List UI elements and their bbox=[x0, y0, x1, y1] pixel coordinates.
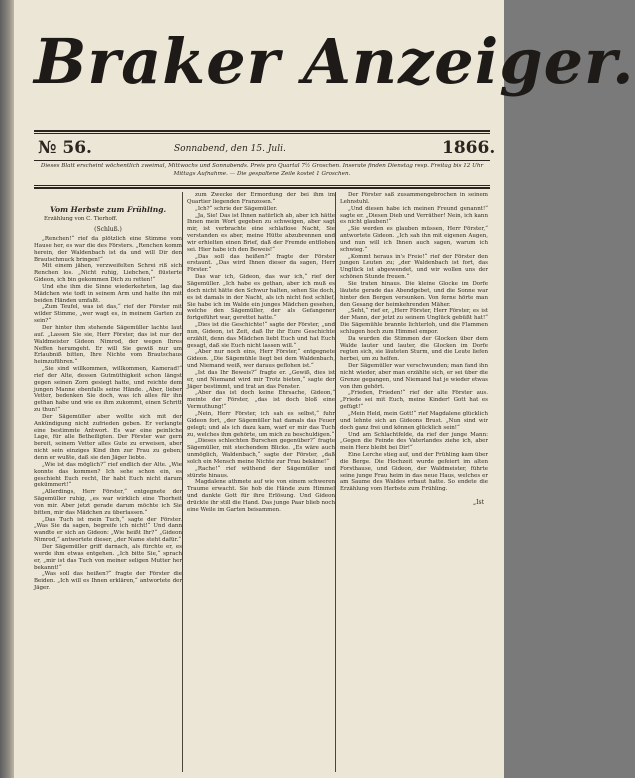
issue-year: 1866. bbox=[442, 138, 496, 158]
paragraph: Eine Lerche stieg auf, und der Frühling kam über die Berge. Die Hochzeit wurde gefeiert im alten Forsthause, und Gideon, der Waldmeister, führte seine junge Frau heim in das neue Haus, welches er am Saume des Waldes erbaut hatte. So endete die Erzählung vom Herbste zum Frühling. bbox=[340, 452, 488, 493]
notice-rule-top bbox=[34, 160, 490, 161]
paragraph: „Ist das Ihr Beweis?“ fragte er. „Gewiß, dies ist er, und Niemand wird mir Trotz bieten,“ sagte der Jäger bestimmt, und trat an das Fenster. bbox=[187, 369, 335, 390]
paragraph: Das war ich, Gideon, das war ich,“ rief der Sägemüller. „Ich habe es gethan, aber ich muß es doch nicht hätte den Schwur halten, sehen Sie doch, es ist damals in der Nacht, als ich nicht fest schlief, Sie habe ich im Walde ein junges Mädchen gesehen, welche den Sägemüller, der als Gefangener fortgeführt war, gerettet hatte.“ bbox=[187, 274, 335, 322]
paragraph: „Aber das ist doch keine Ehrsache, Gideon,“ meinte der Förster, „das ist doch bloß eine Vermuthung!“ bbox=[187, 390, 335, 411]
paragraph: „Frieden, Frieden!“ rief der alte Förster aus. „Friede sei mit Euch, meine Kinder! Gott hat es gefügt!“ bbox=[340, 390, 488, 411]
column-1 bbox=[34, 192, 182, 772]
paragraph: „Aber nur noch eins, Herr Förster,“ entgegnete Gideon. „Die Sägemühle liegt bei dem Waldenbach, und Niemand weiß, wer daraus geflohen ist.“ bbox=[187, 349, 335, 370]
paragraph: „Dies ist die Geschichte!“ sagte der Förster, „und nun, Gideon, ist Zeit, daß Ihr ihr Eure Geschichte erzählt, denn das Mädchen liebt Euch und hat Euch gesagt, daß sie Euch nicht lassen will.“ bbox=[187, 322, 335, 349]
column-2-text bbox=[187, 192, 335, 514]
notice-rule-bottom-thick bbox=[34, 187, 490, 189]
paragraph: „Das Tuch ist mein Tuch,“ sagte der Förster. „Was Sie da sagen, begreife ich nicht!“ Und dann wandte er sich an Gideon: „Wie heißt Ihr?“ „Gideon Nimrod,“ antwortete dieser, „der Name steht dafür.“ bbox=[34, 516, 182, 544]
paragraph: Sie traten hinaus. Die kleine Glocke im Dorfe läutete gerade das Abendgebet, und die Sonne war hinter den Bergen versunken. Von ferne hörte man den Gesang der heimkehrenden Mäher. bbox=[340, 280, 488, 308]
paragraph: Der Sägemüller war verschwunden; man fand ihn nicht wieder, aber man erzählte sich, er sei über die Grenze gegangen, und Niemand hat je wieder etwas von ihm gehört. bbox=[340, 363, 488, 390]
paragraph: zum Zwecke der Ermordung der bei ihm im Quartier liegenden Franzosen.“ bbox=[187, 192, 335, 205]
paragraph: „Seht,“ rief er, „Herr Förster, Herr Förster, es ist der Mann, der jetzt zu seinem Unglück gebüßt hat!“ Die Sägemühle brannte lichterloh, und die Flammen schlugen hoch zum Himmel empor. bbox=[340, 308, 488, 335]
paragraph: „Mein Held, mein Gott!“ rief Magdalene glücklich und lehnte sich an Gideons Brust. „Nun sind wir doch ganz frei und können glücklich sein!“ bbox=[340, 411, 488, 431]
header-rule-top bbox=[34, 130, 490, 132]
newspaper-page bbox=[14, 0, 635, 778]
paragraph: „Nein, Herr Förster, ich sah es selbst,“ fuhr Gideon fort, „der Sägemüller hat damals das Feuer gelegt; und als ich dazu kam, warf er mir das Tuch zu, welches ihm gehörte, um mich zu beschuldigen.“ bbox=[187, 411, 335, 438]
paragraph: Da wurden die Stimmen der Glocken über dem Walde lauter und lauter, die Glocken im Dorfe regten sich, sie läuteten Sturm, und die Leute liefen herbei, um zu helfen. bbox=[340, 335, 488, 363]
paragraph: „Sie sind willkommen, willkommen, Kamerad!“ rief der Alte, dessen Gutmüthigkeit schon längst gegen seinen Zorn gesiegt hatte, und reichte dem jungen Manne ebenfalls seine Hände. „Aber, lieber Vetter, bedenken Sie doch, was ich alles für ihn gethan habe und wie es ihm zukommt, einen Schritt zu thun!“ bbox=[34, 366, 182, 414]
paragraph: „Ja, Sie! Das ist Ihnen natürlich ab, aber ich hätte Ihnen mein Wort gegeben zu schweigen, aber sagt mir, ist verbrachte eine schlaflose Nacht, Sie verstanden es aber, meine Hütte abzubrennen und wir erhielten einen Brief, daß der Fremde entflohen sei. Hier habe ich den Beweis!“ bbox=[187, 212, 335, 253]
paragraph: „Kommt heraus in's Freie!“ rief der Förster den jungen Leuten zu; „der Waldenbach ist fort, das Unglück ist abgewendet, und wir wollen uns der schönen Stunde freuen.“ bbox=[340, 253, 488, 281]
paragraph: Der Förster saß zusammengebrochen in seinem Lehnstuhl. bbox=[340, 192, 488, 205]
book-binding bbox=[0, 0, 14, 778]
paragraph: Magdalene athmete auf wie von einem schweren Traume erwacht. Sie hob die Hände zum Himmel und dankte Gott für ihre Erlösung. Und Gideon drückte ihr still die Hand. Das junge Paar blieb noch eine Weile im Garten beisammen. bbox=[187, 479, 335, 513]
column-2 bbox=[187, 192, 335, 772]
paragraph: „Ich?“ schrie der Sägemüller. bbox=[195, 205, 278, 212]
paragraph: „Zum Teufel, was ist das,“ rief der Förster mit wilder Stimme, „wer wagt es, in meinem Garten zu sein?“ bbox=[34, 304, 182, 325]
notice-rule-bottom bbox=[34, 185, 490, 186]
story-title: Vom Herbste zum Frühling. bbox=[49, 205, 167, 214]
issue-number: № 56. bbox=[38, 138, 92, 158]
masthead-title: Braker Anzeiger. bbox=[34, 25, 635, 98]
story-byline: Erzählung von C. Tierhoff. bbox=[44, 216, 118, 222]
paragraph: „Sie werden es glauben müssen, Herr Förster,“ antwortete Gideon. „Ich sah ihn mit eigenen Augen, und nun will ich Ihnen auch sagen, warum ich schwieg.“ bbox=[340, 226, 488, 253]
paragraph: Der hinter ihm stehende Sägemüller lachte laut auf. „Lassen Sie sie, Herr Förster, das ist nur der Waldmeister Gideon Nimrod, der wegen Ihres Neffen herumgeht. Er will Sie gewiß nur um Erlaubniß bitten, Ihre Nichte vom Brautschaus heimzuführen.“ bbox=[34, 324, 182, 366]
paragraph: Der Sägemüller aber wollte sich mit der Ankündigung nicht zufrieden geben. Er verlangte eine bestimmte Antwort. Es war eine peinliche Lage, für alle Betheiligten. Der Förster war gern bereit, seinem Vetter alles Gute zu erweisen, aber nicht sein einziges Kind ihm zur Frau zu geben; denn er wußte, daß sie den Jäger liebte. bbox=[34, 413, 182, 461]
subscription-notice: Dieses Blatt erscheint wöchentlich zweimal, Mittwochs und Sonnabends. Preis pro Quartal 7½ Groschen. Inserate finden Dienstag resp. Freitag bis 12 Uhr Mittags Aufnahme. — Die gespaltene Zeile kostet 1 Groschen. bbox=[40, 163, 484, 177]
column-3 bbox=[340, 192, 488, 772]
column-catchword: „Ist bbox=[473, 499, 484, 507]
paragraph: „Das soll das heißen?“ fragte der Förster erstaunt. „Das wird Ihnen dieser da sagen, Herr Förster.“ bbox=[187, 253, 335, 274]
paragraph: „Rache!“ rief wüthend der Sägemüller und stürzte hinaus. bbox=[187, 465, 335, 479]
paragraph: „Renchen!“ rief da plötzlich eine Stimme vom Hause her, es war die des Försters. „Renchen komm herein, der Waldenbach ist da und will Dir den Brautschmuck bringen!“ bbox=[34, 236, 182, 263]
paragraph: „Allerdings, Herr Förster,“ entgegnete der Sägemüller ruhig, „es war wirklich eine Thorheit von mir. Aber jetzt gerade darum möchte ich Sie bitten, mir das Mädchen zu überlassen.“ bbox=[34, 489, 182, 516]
column-3-text bbox=[340, 192, 488, 493]
paragraph: „Was soll das heißen?“ fragte der Förster die Beiden. „Ich will es Ihnen erklären,“ antwortete der Jäger. bbox=[34, 571, 182, 592]
paragraph: Und ehe ihm die Sinne wiederkehrten, lag das Mädchen wie todt in seinem Arm und hatte ihn mit beiden Händen umfaßt. bbox=[34, 283, 182, 304]
column-divider-1 bbox=[182, 192, 183, 772]
paragraph: Der Sägemüller griff darnach, als fürchte er, es werde ihm etwas entgehen. „Ich bitte Sie,“ sprach er, „mir ist das Tuch von meiner seligen Mutter her bekannt!“ bbox=[34, 543, 182, 571]
paragraph: „Wie ist das möglich?“ rief endlich der Alte. „Wie konnte das kommen? Ich sehe schon ein, es geschieht Euch recht, Ihr habt Euch nicht darum gekümmert!“ bbox=[34, 461, 182, 489]
paragraph: „Und diesen habe ich meinen Freund genannt!“ sagte er. „Diesen Dieb und Verräther! Nein, ich kann es nicht glauben!“ bbox=[340, 205, 488, 226]
header-rule-top-thin bbox=[34, 133, 490, 134]
story-section-mark: (Schluß.) bbox=[94, 226, 122, 233]
paragraph: „Dieses schlechten Burschen gegenüber?“ fragte Sägemüller, mit stechendem Blicke. „Es wäre auch unmöglich, Waldenbach,“ sagte der Förster, „daß solch ein Mensch meine Nichte zur Frau bekäme!“ bbox=[187, 438, 335, 465]
paragraph: Und am Schlachtfelde, da rief der junge Mann: „Gegen die Feinde des Vaterlandes ziehe ich, aber mein Herz bleibt bei Dir!“ bbox=[340, 431, 488, 452]
paragraph: Mit einem jähen, verzweifelten Schrei riß sich Renchen los. „Nicht ruhig, Liebchen,“ flüsterte Gideon, ich bin gekommen Dich zu retten!“ bbox=[34, 263, 182, 284]
column-1-text bbox=[34, 236, 182, 592]
issue-date: Sonnabend, den 15. Juli. bbox=[174, 144, 286, 154]
column-divider-2 bbox=[335, 192, 336, 772]
